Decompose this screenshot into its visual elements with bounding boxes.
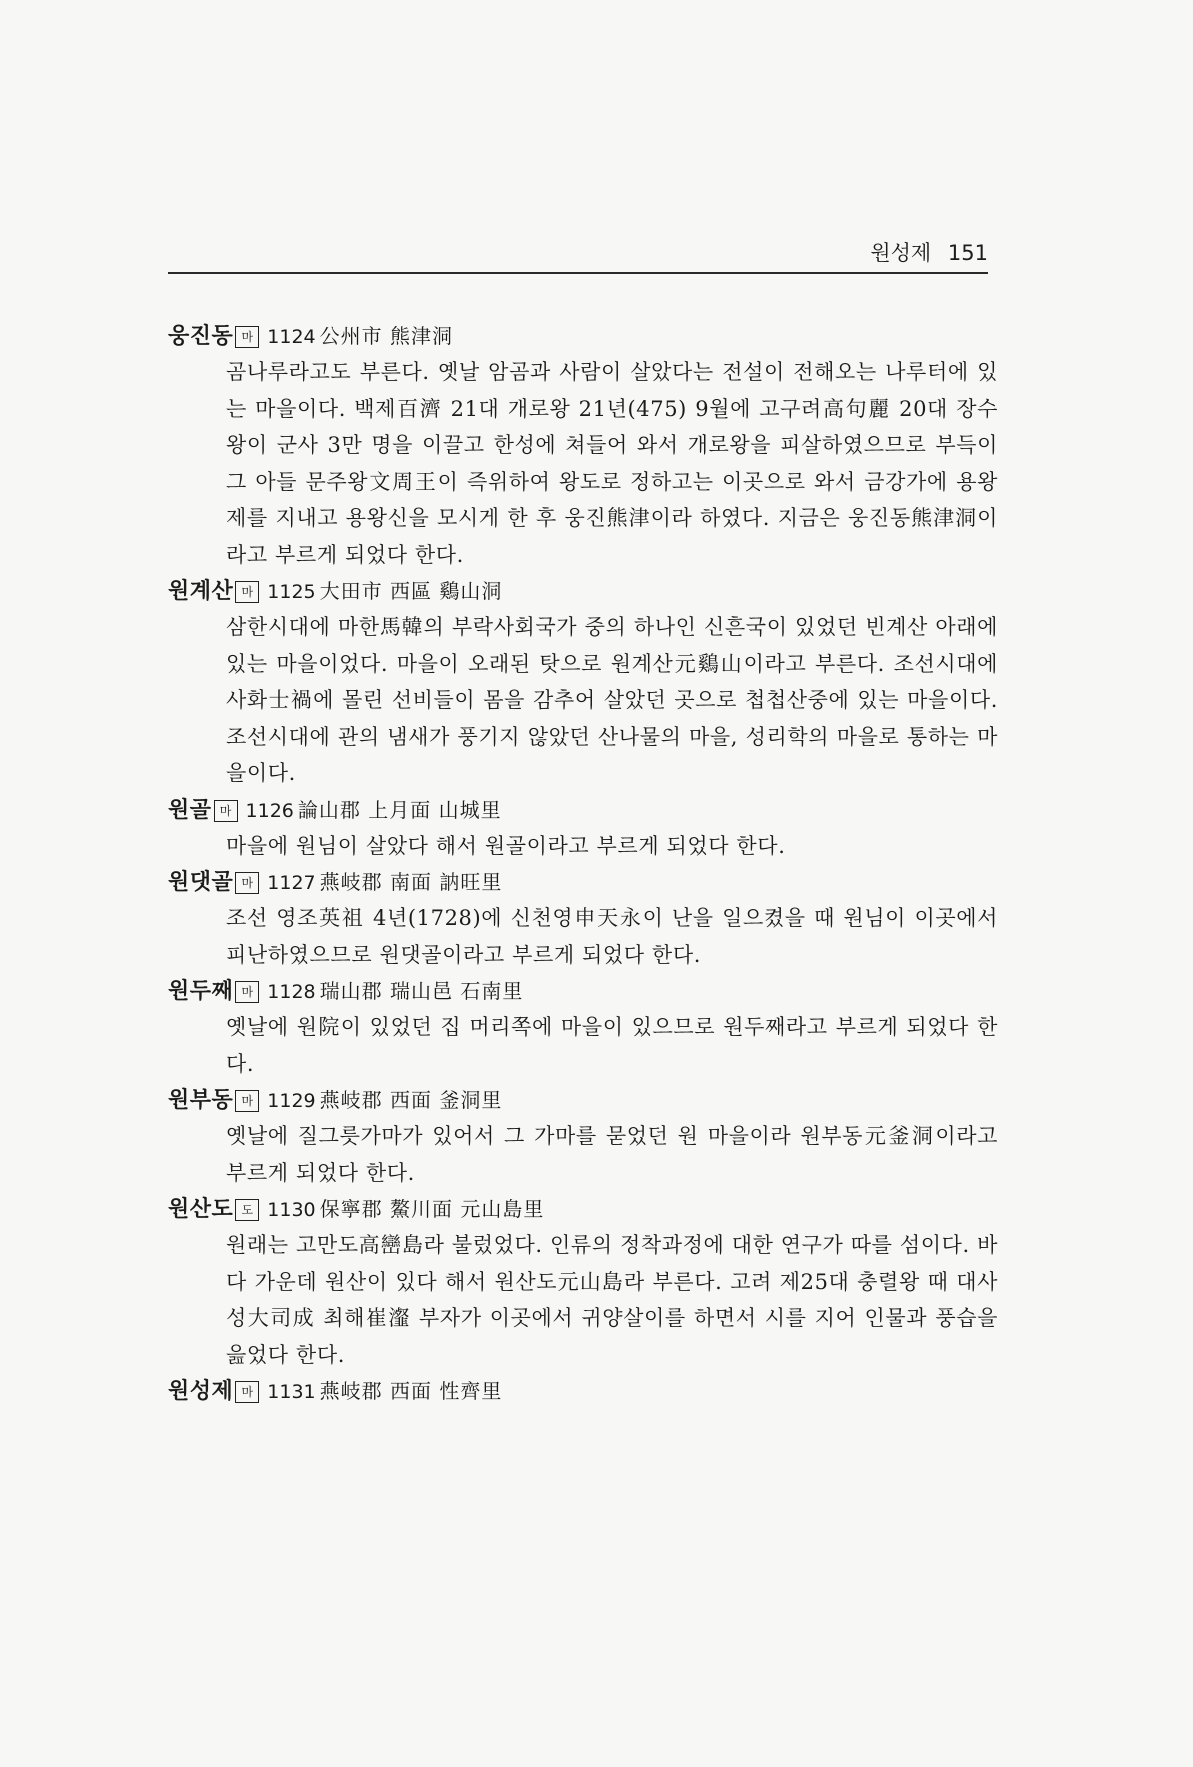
running-header: [168, 238, 988, 274]
entry-headword: 원성제: [168, 1379, 234, 1404]
entry-number: 1126: [245, 799, 294, 822]
entry-head: [168, 973, 998, 1009]
entry-location: 燕岐郡 西面 性齊里: [319, 1379, 503, 1403]
entry: [168, 973, 998, 1082]
entry-text: 원래는 고만도高巒島라 불렀었다. 인류의 정착과정에 대한 연구가 따를 섬이다. 바다 가운데 원산이 있다 해서 원산도元山島라 부른다. 고려 제25대 충렬왕 때 대사성大司成 최해崔瀣 부자가 이곳에서 귀양살이를 하면서 시를 지어 인물과 풍습을 읊었다 한다.: [226, 1233, 998, 1367]
entry-head: [168, 1082, 998, 1118]
entry-head: [168, 573, 998, 609]
entry-text: 옛날에 원院이 있었던 집 머리쪽에 마을이 있으므로 원두째라고 부르게 되었다 한다.: [226, 1015, 998, 1076]
entry: [168, 573, 998, 792]
entry-type-mark: 마: [214, 800, 238, 822]
entry: [168, 1191, 998, 1373]
entry-type-mark: 마: [235, 581, 259, 603]
entry-headword: 원댓골: [168, 870, 234, 895]
entry-number: 1124: [267, 326, 316, 348]
entry-headword: 원부동: [168, 1088, 234, 1113]
entry: [168, 792, 998, 865]
entry-head: [168, 792, 998, 828]
entry-text: 조선 영조英祖 4년(1728)에 신천영申天永이 난을 일으켰을 때 원님이 이곳에서 피난하였으므로 원댓골이라고 부르게 되었다 한다.: [226, 906, 998, 967]
entry: [168, 1373, 998, 1409]
entry-head: [168, 1373, 998, 1409]
entry-type-mark: 마: [235, 872, 259, 894]
entry-headword: 웅진동: [168, 324, 234, 349]
entry-text: 옛날에 질그릇가마가 있어서 그 가마를 묻었던 원 마을이라 원부동元釜洞이라고 부르게 되었다 한다.: [226, 1124, 998, 1185]
entry: [168, 318, 998, 573]
entry-location: 保寧郡 鰲川面 元山島里: [319, 1197, 545, 1221]
entry-head: [168, 1191, 998, 1227]
entry-type-mark: 마: [235, 1090, 259, 1112]
entry-headword: 원산도: [168, 1197, 234, 1222]
entry: [168, 1082, 998, 1191]
entry-location: 燕岐郡 西面 釜洞里: [319, 1088, 503, 1112]
entry-number: 1130: [267, 1199, 316, 1221]
entry-location: 公州市 熊津洞: [319, 324, 453, 348]
entry-number: 1131: [267, 1381, 316, 1403]
entry-location: 大田市 西區 鷄山洞: [319, 579, 503, 603]
entry-type-mark: 마: [235, 326, 259, 348]
entry-location: 瑞山郡 瑞山邑 石南里: [319, 979, 524, 1003]
entry-list: [168, 318, 998, 1409]
page-number: 151: [947, 241, 988, 265]
entry-head: [168, 318, 998, 354]
entry-type-mark: 마: [235, 981, 259, 1003]
entry-number: 1129: [267, 1090, 316, 1112]
entry-location: 論山郡 上月面 山城里: [297, 797, 502, 822]
entry: [168, 864, 998, 973]
entry-headword: 원계산: [168, 579, 234, 604]
entry-text: 삼한시대에 마한馬韓의 부락사회국가 중의 하나인 신흔국이 있었던 빈계산 아래에 있는 마을이었다. 마을이 오래된 탓으로 원계산元鷄山이라고 부른다. 조선시대에 사화士禍에 몰린 선비들이 몸을 감추어 살았던 곳으로 첩첩산중에 있는 마을이다. 조선시대에 관의 냄새가 풍기지 않았던 산나물의 마을, 성리학의 마을로 통하는 마을이다.: [226, 615, 998, 785]
entry-number: 1125: [267, 581, 316, 603]
entry-number: 1127: [267, 872, 316, 894]
entry-headword: 원골: [168, 797, 212, 823]
entry-location: 燕岐郡 南面 訥旺里: [319, 870, 503, 894]
running-header-title: 원성제: [870, 241, 932, 265]
entry-number: 1128: [267, 981, 316, 1003]
entry-type-mark: 도: [235, 1199, 259, 1221]
entry-type-mark: 마: [235, 1381, 259, 1403]
entry-head: [168, 864, 998, 900]
entry-headword: 원두째: [168, 979, 234, 1004]
entry-text: 마을에 원님이 살았다 해서 원골이라고 부르게 되었다 한다.: [226, 833, 786, 858]
entry-text: 곰나루라고도 부른다. 옛날 암곰과 사람이 살았다는 전설이 전해오는 나루터에 있는 마을이다. 백제百濟 21대 개로왕 21년(475) 9월에 고구려高句麗 20대 장수왕이 군사 3만 명을 이끌고 한성에 쳐들어 와서 개로왕을 피살하였으므로 부득이 그 아들 문주왕文周王이 즉위하여 왕도로 정하고는 이곳으로 와서 금강가에 용왕제를 지내고 용왕신을 모시게 한 후 웅진熊津이라 하였다. 지금은 웅진동熊津洞이라고 부르게 되었다 한다.: [226, 360, 998, 567]
